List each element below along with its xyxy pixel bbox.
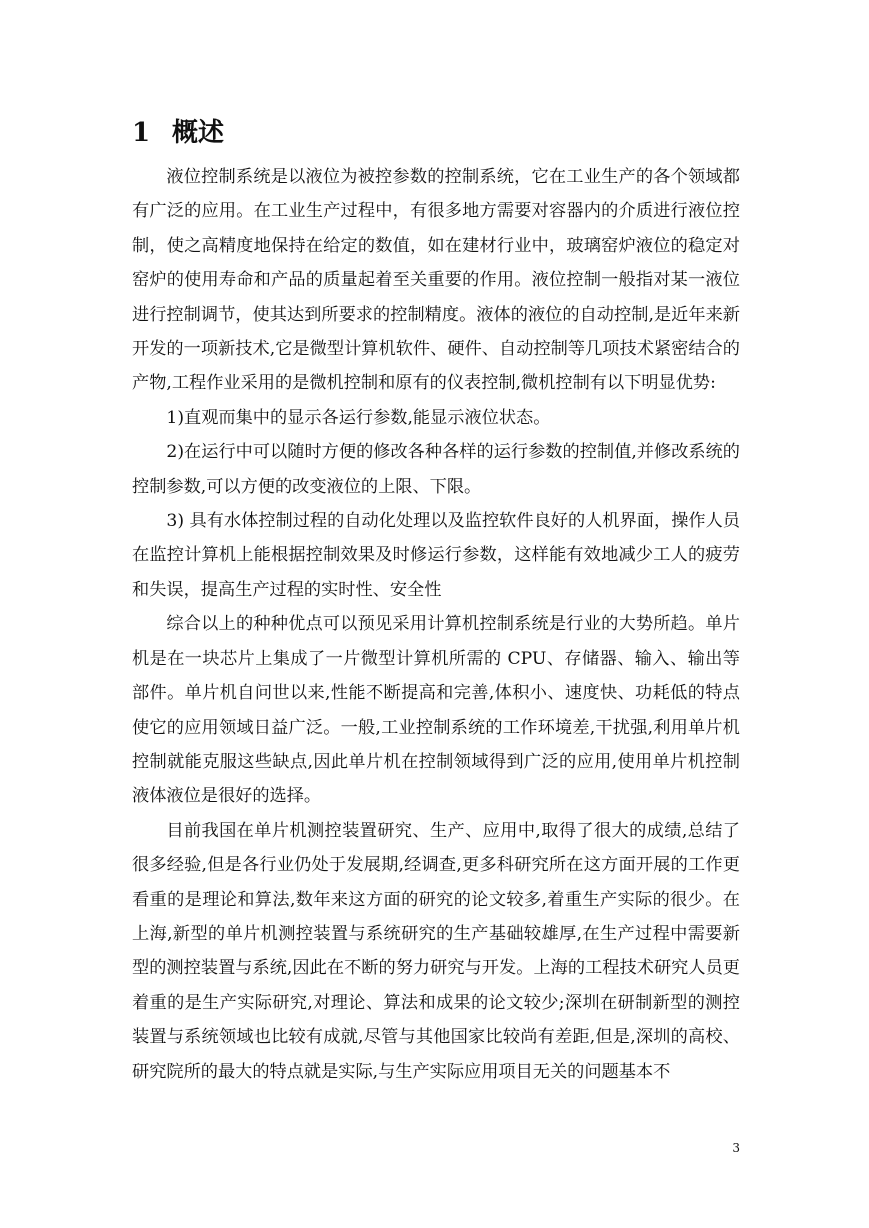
section-number: 1 xyxy=(132,118,151,148)
paragraph-intro: 液位控制系统是以液位为被控参数的控制系统，它在工业生产的各个领域都有广泛的应用。在工业生产过程中，有很多地方需要对容器内的介质进行液位控制，使之高精度地保持在给定的数值，如在建材行业中，玻璃窑炉液位的稳定对窑炉的使用寿命和产品的质量起着至关重要的作用。液位控制一般指对某一液位进行控制调节，使其达到所要求的控制精度。液体的液位的自动控制,是近年来新开发的一项新技术,它是微型计算机软件、硬件、自动控制等几项技术紧密结合的产物,工程作业采用的是微机控制和原有的仪表控制,微机控制有以下明显优势: xyxy=(132,167,740,394)
paragraph-advantage-3: 3) 具有水体控制过程的自动化处理以及监控软件良好的人机界面，操作人员在监控计算机上能根据控制效果及时修运行参数，这样能有效地减少工人的疲劳和失误，提高生产过程的实时性、安全性 xyxy=(132,511,740,600)
paragraph-summary: 综合以上的种种优点可以预见采用计算机控制系统是行业的大势所趋。单片机是在一块芯片上集成了一片微型计算机所需的 CPU、存储器、输入、输出等部件。单片机自问世以来,性能不断提高和完善,体积小、速度快、功耗低的特点使它的应用领域日益广泛。一般,工业控制系统的工作环境差,干扰强,利用单片机控制就能克服这些缺点,因此单片机在控制领域得到广泛的应用,使用单片机控制液体液位是很好的选择。 xyxy=(132,614,740,807)
section-title: 概述 xyxy=(172,118,225,148)
section-heading xyxy=(132,113,224,153)
paragraph-status: 目前我国在单片机测控装置研究、生产、应用中,取得了很大的成绩,总结了很多经验,但是各行业仍处于发展期,经调查,更多科研究所在这方面开展的工作更看重的是理论和算法,数年来这方面的研究的论文较多,着重生产实际的很少。在上海,新型的单片机测控装置与系统研究的生产基础较雄厚,在生产过程中需要新型的测控装置与系统,因此在不断的努力研究与开发。上海的工程技术研究人员更着重的是生产实际研究,对理论、算法和成果的论文较少;深圳在研制新型的测控装置与系统领域也比较有成就,尽管与其他国家比较尚有差距,但是,深圳的高校、研究院所的最大的特点就是实际,与生产实际应用项目无关的问题基本不 xyxy=(132,820,740,1082)
paragraph-advantage-2: 2)在运行中可以随时方便的修改各种各样的运行参数的控制值,并修改系统的控制参数,可以方便的改变液位的上限、下限。 xyxy=(132,442,740,497)
body-text xyxy=(132,160,740,1089)
paragraph-advantage-1: 1)直观而集中的显示各运行参数,能显示液位状态。 xyxy=(166,407,551,428)
page-number: 3 xyxy=(732,1141,740,1155)
